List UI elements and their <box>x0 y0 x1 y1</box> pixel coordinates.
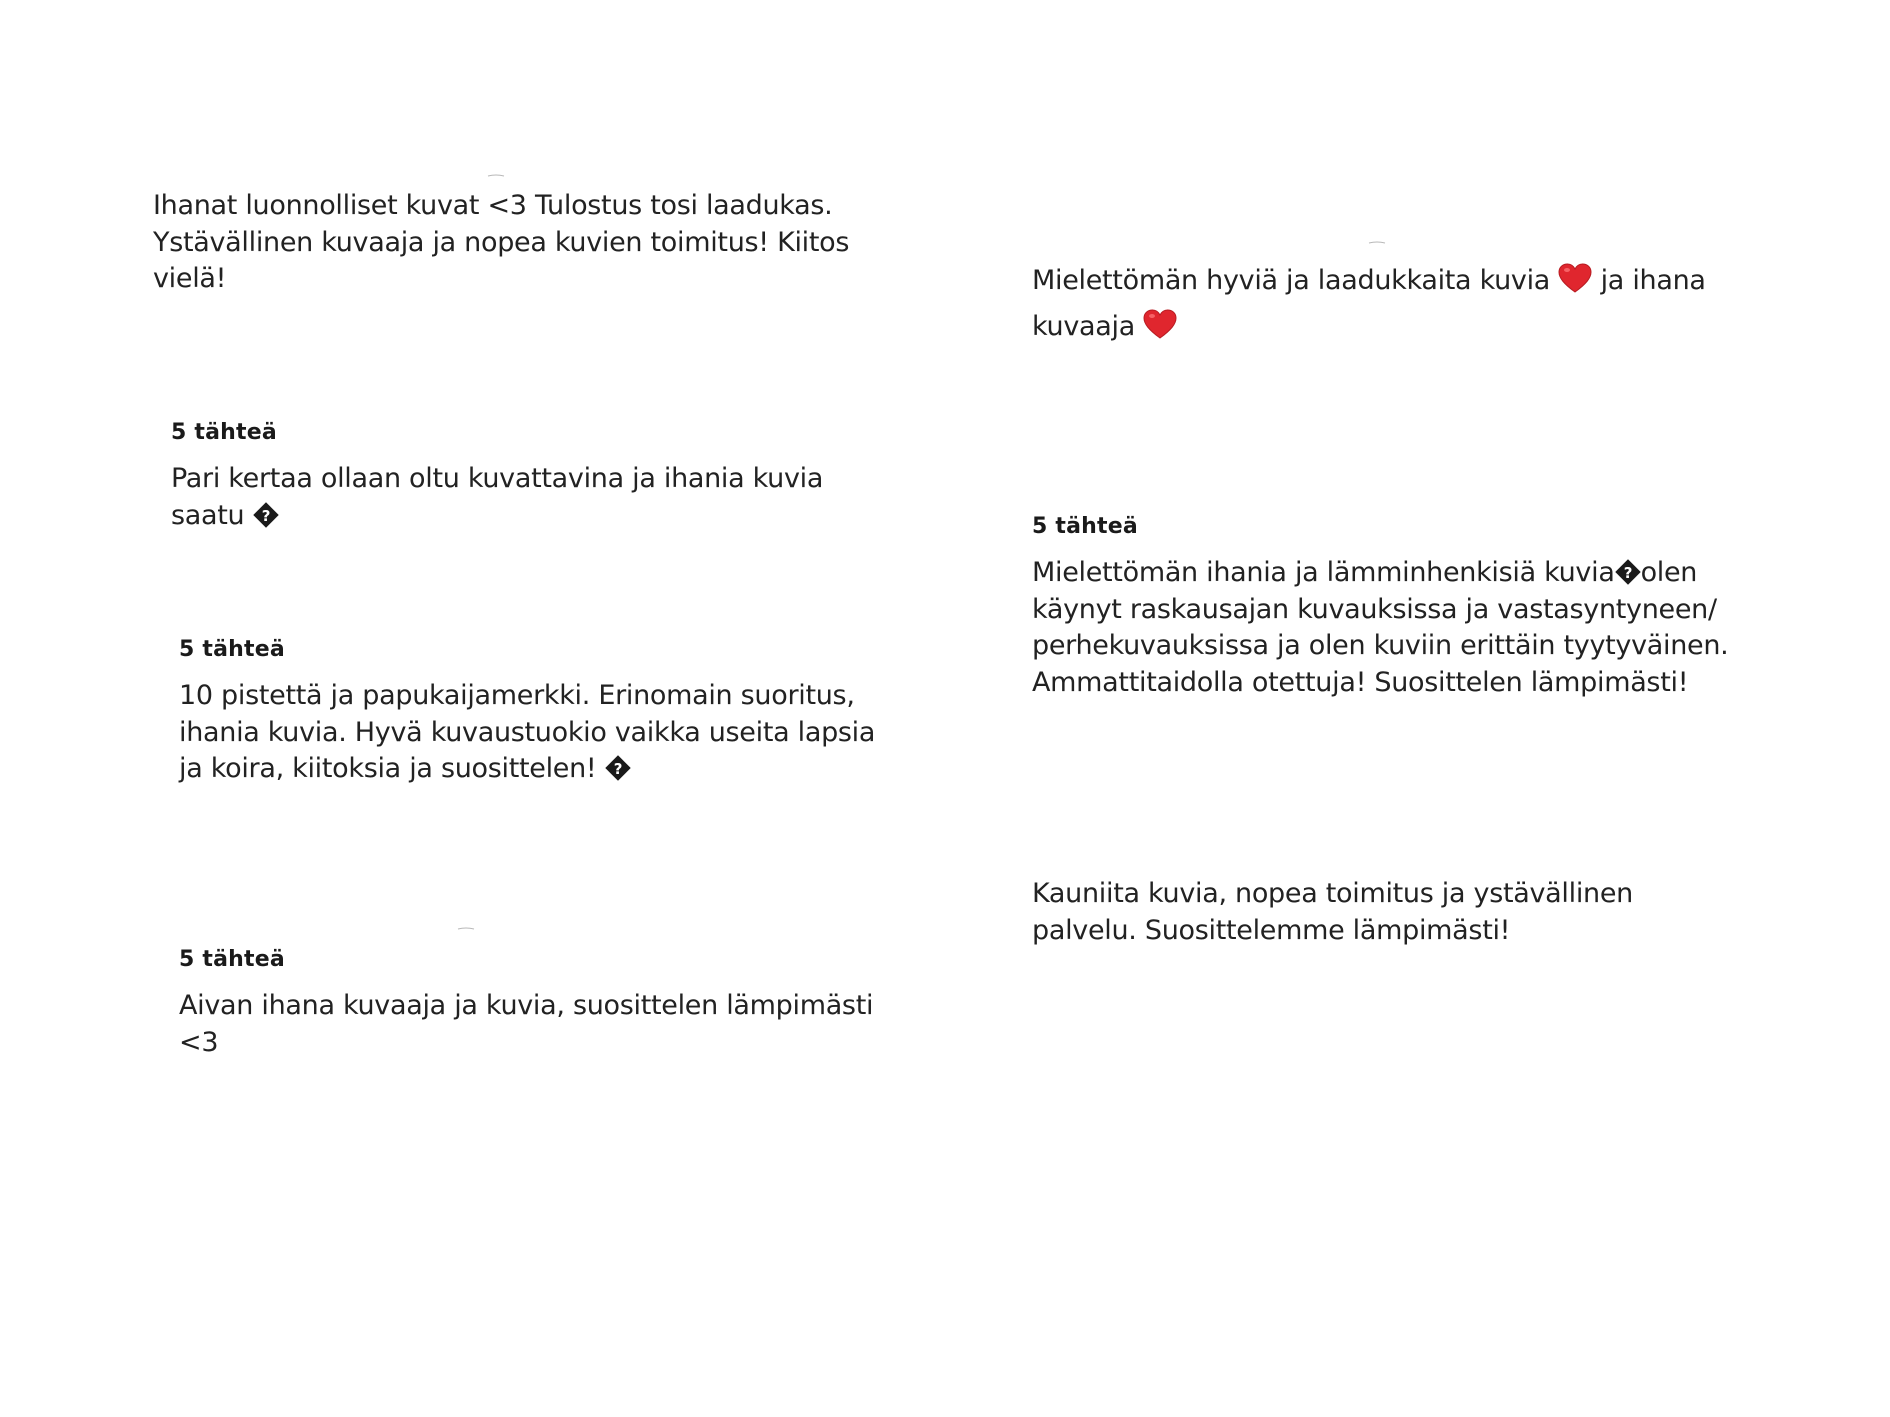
replacement-character-icon <box>1615 559 1641 585</box>
review-text: Pari kertaa ollaan oltu kuvattavina ja ihania kuvia saatu <box>171 463 824 531</box>
svg-text:?: ? <box>613 760 622 778</box>
faint-speck <box>487 174 505 178</box>
review-text-container <box>1032 555 1752 701</box>
faint-speck <box>457 927 475 931</box>
review-card <box>1032 513 1752 701</box>
review-card <box>1032 876 1672 949</box>
red-heart-icon <box>1143 309 1177 341</box>
review-text-container <box>171 461 871 534</box>
review-text-container <box>1032 258 1752 350</box>
review-rating: 5 tähteä <box>1032 514 1138 539</box>
svg-text:?: ? <box>261 506 270 525</box>
review-text-part: Mielettömän ihania ja lämminhenkisiä kuvia <box>1032 557 1615 588</box>
review-text-part: ja ihana kuvaaja <box>1032 265 1706 342</box>
replacement-character-icon <box>605 755 631 781</box>
review-text-part: olen käynyt raskausajan kuvauksissa ja vastasyntyneen/ perhekuvauksissa ja olen kuviin erittäin tyytyväinen. Ammattitaidolla otettuja! Suosittelen lämpimästi! <box>1032 557 1729 698</box>
review-rating: 5 tähteä <box>171 420 277 445</box>
faint-speck <box>1368 241 1386 245</box>
review-card <box>171 419 871 534</box>
review-text: Kauniita kuvia, nopea toimitus ja ystävällinen palvelu. Suosittelemme lämpimästi! <box>1032 878 1633 946</box>
review-text: Ihanat luonnolliset kuvat <3 Tulostus tosi laadukas. Ystävällinen kuvaaja ja nopea kuvien toimitus! Kiitos vielä! <box>153 190 850 294</box>
red-heart-icon <box>1558 263 1592 295</box>
review-rating: 5 tähteä <box>179 947 285 972</box>
review-card <box>179 636 879 788</box>
review-text: 10 pistettä ja papukaijamerkki. Erinomain suoritus, ihania kuvia. Hyvä kuvaustuokio vaikka useita lapsia ja koira, kiitoksia ja suosittelen! <box>179 680 876 784</box>
review-rating: 5 tähteä <box>179 637 285 662</box>
review-card <box>153 188 853 298</box>
svg-text:?: ? <box>1623 564 1632 582</box>
review-card <box>179 946 879 1061</box>
review-text-container <box>179 678 879 788</box>
replacement-character-icon <box>253 502 279 528</box>
review-card <box>1032 258 1752 350</box>
review-text-part: Mielettömän hyviä ja laadukkaita kuvia <box>1032 265 1559 296</box>
review-text: Aivan ihana kuvaaja ja kuvia, suosittelen lämpimästi <3 <box>179 990 874 1058</box>
